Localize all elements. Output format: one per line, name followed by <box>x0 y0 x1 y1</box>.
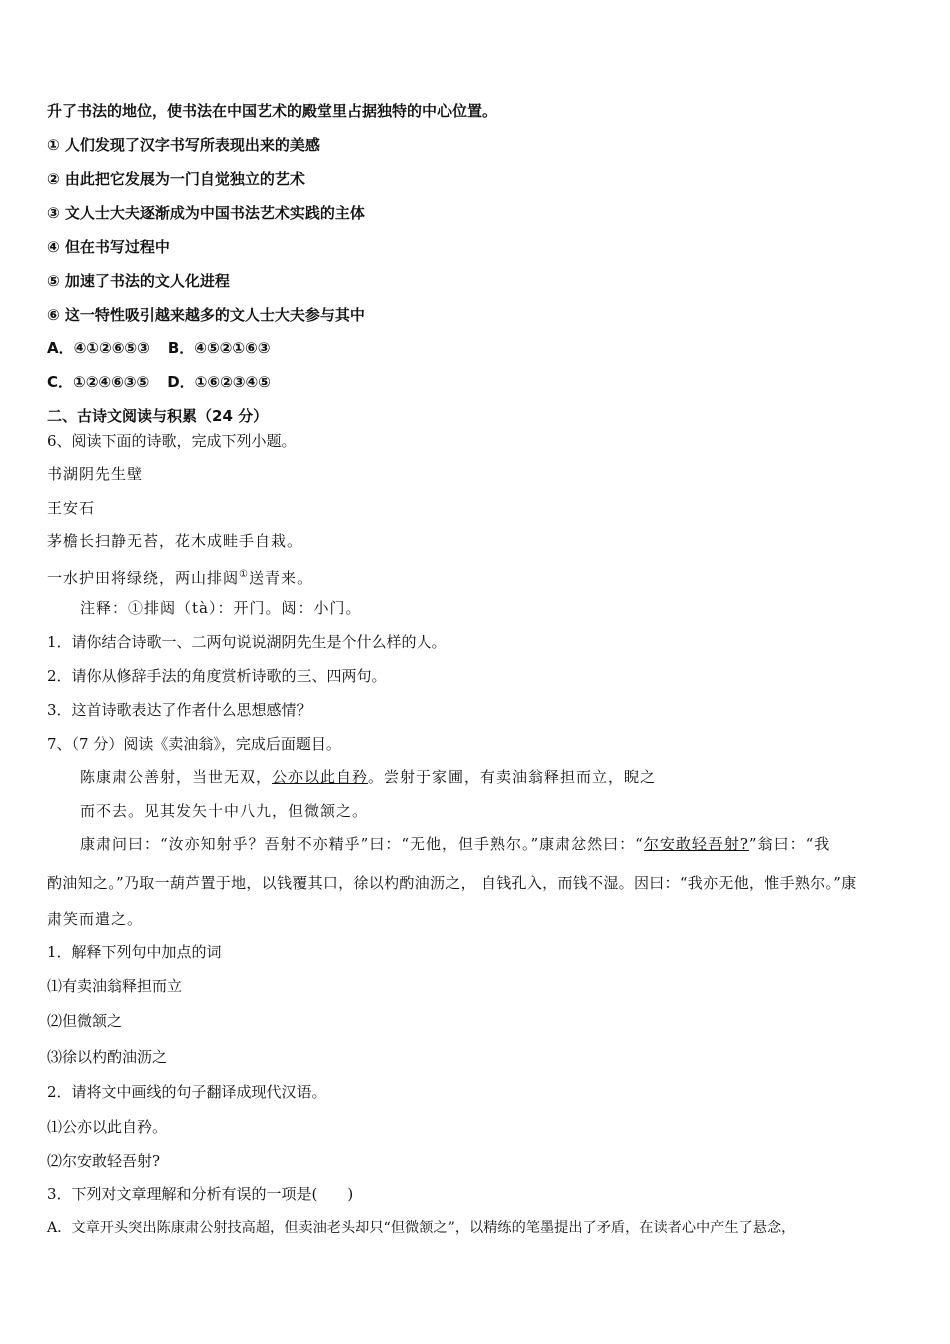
q7-sub-2-item-1: ⑴公亦以此自矜。 <box>47 1118 168 1136</box>
q5-option-c: C．①②④⑥③⑤ <box>47 373 150 391</box>
poem-note: 注释：①排闼（tà）：开门。闼：小门。 <box>80 599 362 617</box>
q5-option-b: B．④⑤②①⑥③ <box>167 339 271 357</box>
q5-option-d: D．①⑥②③④⑤ <box>167 373 271 391</box>
passage-text: 。尝射于家圃，有卖油翁释担而立，睨之 <box>368 768 657 786</box>
q7-sub-3: 3．下列对文章理解和分析有误的一项是( ) <box>47 1185 354 1203</box>
q7-sub-2: 2．请将文中画线的句子翻译成现代汉语。 <box>47 1083 327 1101</box>
q7-option-a: A．文章开头突出陈康肃公射技高超，但卖油老头却只“但微颔之”，以精练的笔墨提出了矛盾，在读者心中产生了悬念， <box>47 1220 796 1236</box>
q7-sub-2-item-2: ⑵尔安敢轻吾射? <box>47 1152 161 1170</box>
q5-option-a: A．④①②⑥⑤③ <box>47 339 150 357</box>
underlined-sentence-1: 公亦以此自矜 <box>272 768 369 786</box>
q5-lead: 升了书法的地位，使书法在中国艺术的殿堂里占据独特的中心位置。 <box>47 102 498 120</box>
q5-item-1: ① 人们发现了汉字书写所表现出来的美感 <box>47 136 320 154</box>
poem-author: 王安石 <box>47 499 96 517</box>
q6-question-1: 1．请你结合诗歌一、二两句说说湖阴先生是个什么样的人。 <box>47 633 447 651</box>
q5-item-6: ⑥ 这一特性吸引越来越多的文人士大夫参与其中 <box>47 306 365 324</box>
q5-item-2: ② 由此把它发展为一门自觉独立的艺术 <box>47 170 305 188</box>
q5-options-row-1 <box>47 338 270 358</box>
poem-line-2-part-a: 一水护田将绿绕，两山排闼 <box>47 569 240 587</box>
q5-item-5: ⑤ 加速了书法的文人化进程 <box>47 272 230 290</box>
passage-line-5: 肃笑而遣之。 <box>47 910 144 928</box>
passage-text: 康肃问曰：“汝亦知射乎？吾射不亦精乎”曰：“无他，但手熟尔。”康肃忿然曰：“ <box>80 835 644 853</box>
q7-sub-1-item-1: ⑴有卖油翁释担而立 <box>47 977 183 995</box>
q5-options-row-2 <box>47 372 271 392</box>
footnote-marker: ① <box>239 569 249 580</box>
passage-text: ”翁曰：“我 <box>748 835 831 853</box>
q7-prompt: 7、（7 分）阅读《卖油翁》，完成后面题目。 <box>47 735 341 753</box>
q5-item-4: ④ 但在书写过程中 <box>47 238 170 256</box>
poem-title: 书湖阴先生壁 <box>47 465 144 483</box>
passage-text: 陈康肃公善射，当世无双， <box>80 768 273 786</box>
passage-line-4: 酌油知之。”乃取一葫芦置于地，以钱覆其口，徐以杓酌油沥之， 自钱孔入，而钱不湿。因曰：“我亦无他，惟手熟尔。”康 <box>47 874 857 892</box>
poem-line-2-part-b: 送青来。 <box>248 569 313 587</box>
q7-sub-1-item-3: ⑶徐以杓酌油沥之 <box>47 1048 168 1066</box>
passage-line-1 <box>80 767 656 787</box>
underlined-sentence-2: 尔安敢轻吾射? <box>643 835 749 853</box>
passage-line-2: 而不去。见其发矢十中八九，但微颔之。 <box>80 802 369 820</box>
q7-sub-1-item-2: ⑵但微颔之 <box>47 1012 123 1030</box>
poem-line-1: 茅檐长扫静无苔，花木成畦手自栽。 <box>47 532 304 550</box>
section-heading: 二、古诗文阅读与积累（24 分） <box>47 407 269 425</box>
q6-prompt: 6、阅读下面的诗歌，完成下列小题。 <box>47 432 297 450</box>
q5-item-3: ③ 文人士大夫逐渐成为中国书法艺术实践的主体 <box>47 204 365 222</box>
q6-question-2: 2．请你从修辞手法的角度赏析诗歌的三、四两句。 <box>47 667 387 685</box>
poem-line-2 <box>47 565 313 588</box>
q6-question-3: 3．这首诗歌表达了作者什么思想感情？ <box>47 701 312 719</box>
passage-line-3 <box>80 834 830 854</box>
q7-sub-1: 1．解释下列句中加点的词 <box>47 943 222 961</box>
